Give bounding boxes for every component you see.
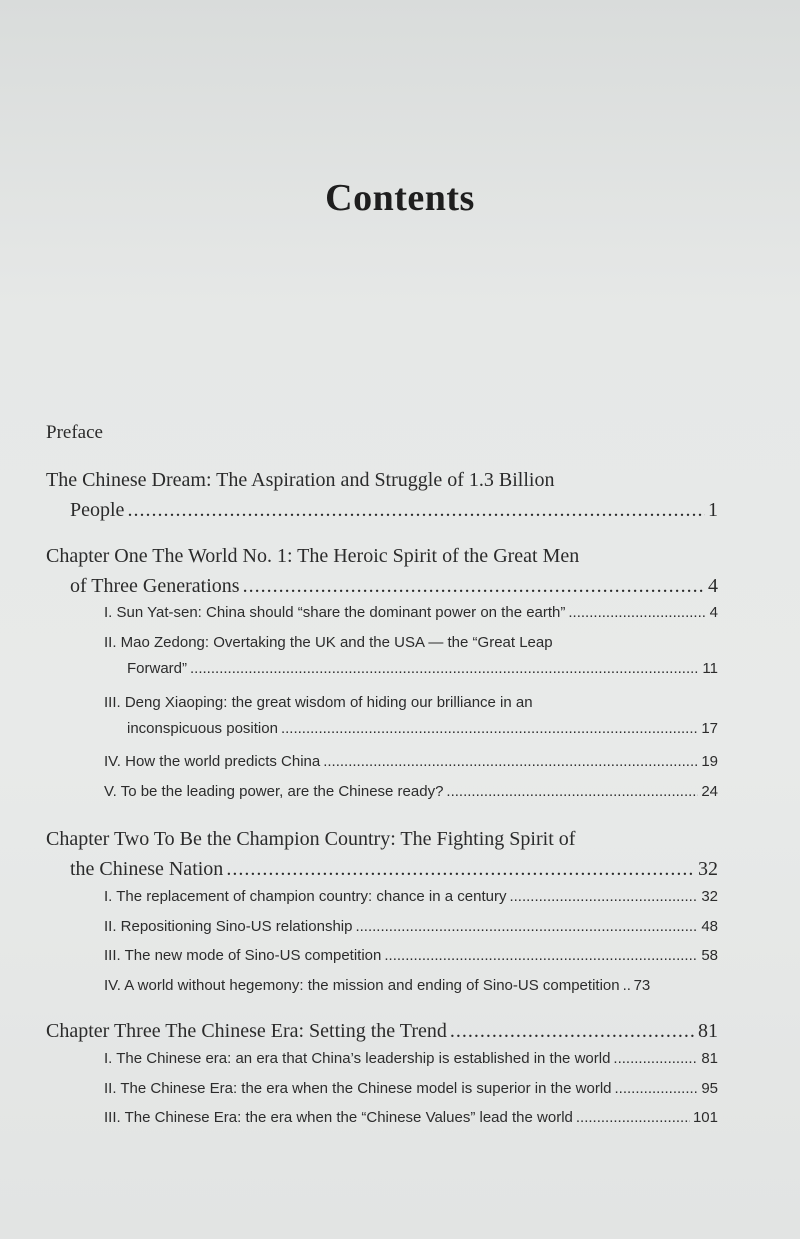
page-number: 95 — [701, 1080, 718, 1097]
dot-leader — [615, 1076, 699, 1102]
dot-leader — [613, 1046, 698, 1072]
toc-chapter — [46, 1016, 718, 1046]
dot-leader — [355, 914, 698, 940]
dot-leader — [226, 854, 695, 884]
toc-chapter — [46, 824, 718, 884]
dot-leader — [568, 600, 706, 626]
dot-leader — [281, 716, 698, 742]
section-title: III. Deng Xiaoping: the great wisdom of hiding our brilliance in an — [104, 694, 533, 711]
section-title: IV. A world without hegemony: the mission and ending of Sino-US competition — [104, 977, 620, 994]
section-title: I. The Chinese era: an era that China’s leadership is established in the world — [104, 1050, 611, 1067]
dot-leader — [509, 884, 698, 910]
dot-leader — [576, 1105, 690, 1131]
page-number: 11 — [702, 660, 718, 677]
toc-intro-title: The Chinese Dream: The Aspiration and Struggle of 1.3 Billion — [46, 469, 555, 491]
page-number: 4 — [709, 604, 718, 621]
page-number: 32 — [701, 888, 718, 905]
chapter-title: Chapter Three The Chinese Era: Setting the Trend — [46, 1020, 447, 1042]
dot-leader — [243, 571, 705, 601]
page-number: 48 — [701, 918, 718, 935]
toc-preface: Preface — [46, 422, 103, 443]
page-number: 17 — [701, 720, 718, 737]
page-number: 32 — [698, 858, 718, 880]
toc-section — [104, 749, 718, 775]
toc-chapter — [46, 541, 718, 601]
section-title-cont: Forward” — [127, 660, 188, 677]
page-number: 81 — [698, 1020, 718, 1042]
page-number: 58 — [701, 947, 718, 964]
toc-section — [104, 1076, 718, 1102]
dot-leader — [323, 749, 698, 775]
dot-leader — [623, 973, 631, 999]
toc-intro — [46, 465, 718, 525]
chapter-title: Chapter Two To Be the Champion Country: The Fighting Spirit of — [46, 828, 576, 850]
section-title: III. The new mode of Sino-US competition — [104, 947, 382, 964]
chapter-title-cont: of Three Generations — [70, 575, 240, 597]
section-title: II. Repositioning Sino-US relationship — [104, 918, 353, 935]
toc-section — [104, 779, 718, 805]
dot-leader — [190, 656, 699, 682]
page-title: Contents — [325, 177, 475, 219]
page-number: 73 — [633, 977, 651, 994]
page-number: 24 — [701, 783, 718, 800]
section-title: I. Sun Yat-sen: China should “share the dominant power on the earth” — [104, 604, 566, 621]
toc-section — [104, 884, 718, 910]
toc-section — [104, 630, 718, 682]
chapter-title: Chapter One The World No. 1: The Heroic Spirit of the Great Men — [46, 545, 580, 567]
toc-section — [104, 914, 718, 940]
section-title: IV. How the world predicts China — [104, 753, 321, 770]
toc-section — [104, 943, 718, 969]
toc-section — [104, 973, 718, 999]
section-title: II. Mao Zedong: Overtaking the UK and the USA — the “Great Leap — [104, 634, 553, 651]
page-number: 81 — [701, 1050, 718, 1067]
toc-intro-title-cont: People — [70, 499, 125, 521]
toc-section — [104, 1105, 718, 1131]
toc-section — [104, 690, 718, 742]
toc-section — [104, 1046, 718, 1072]
dot-leader — [450, 1016, 695, 1046]
dot-leader — [127, 495, 705, 525]
section-title: III. The Chinese Era: the era when the “Chinese Values” lead the world — [104, 1109, 573, 1126]
section-title: II. The Chinese Era: the era when the Chinese model is superior in the world — [104, 1080, 612, 1097]
section-title-cont: inconspicuous position — [127, 720, 278, 737]
section-title: V. To be the leading power, are the Chinese ready? — [104, 783, 444, 800]
dot-leader — [384, 943, 698, 969]
page-number: 19 — [701, 753, 718, 770]
dot-leader — [446, 779, 698, 805]
page-number: 101 — [692, 1109, 718, 1126]
page-number: 4 — [708, 575, 718, 597]
section-title: I. The replacement of champion country: chance in a century — [104, 888, 507, 905]
toc-section — [104, 600, 718, 626]
page-number: 1 — [708, 499, 718, 521]
chapter-title-cont: the Chinese Nation — [70, 858, 224, 880]
